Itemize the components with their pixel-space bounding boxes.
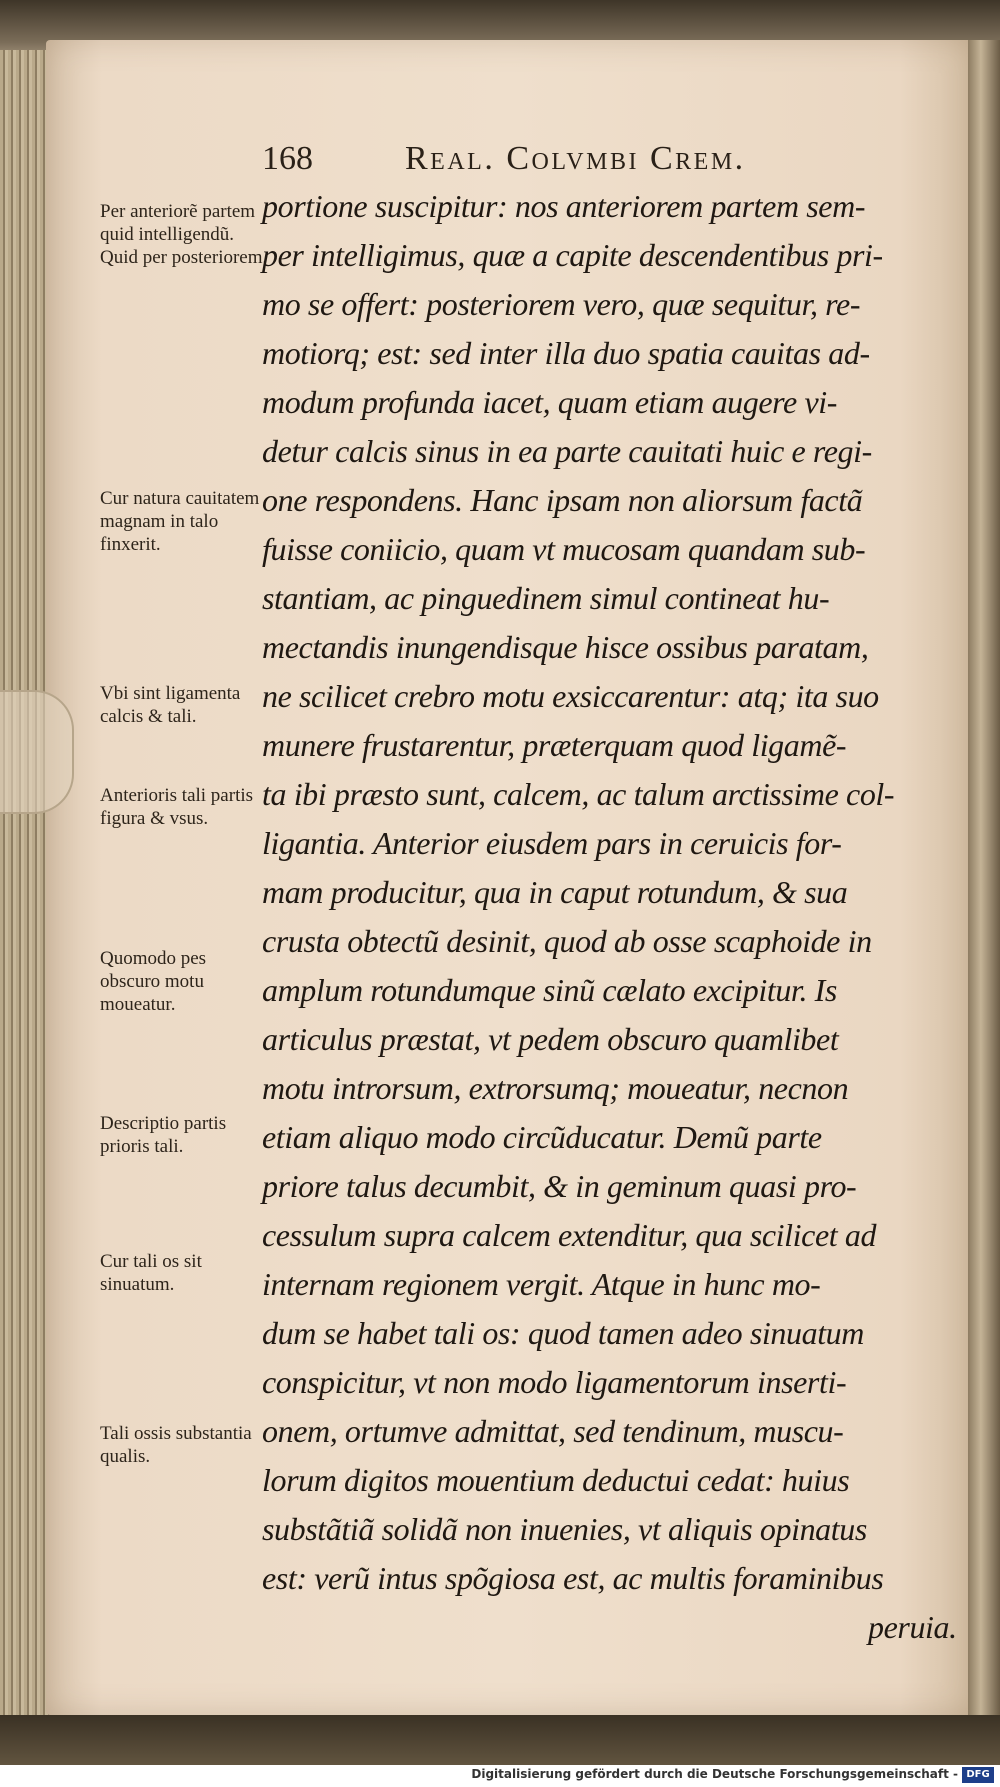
page-number: 168 (262, 140, 313, 177)
text-line-last: peruia. (868, 1609, 957, 1645)
margin-note: Tali ossis substantia qualis. (100, 1423, 252, 1467)
text-line: internam regionem vergit. Atque in hunc mo- (262, 1266, 821, 1302)
book-edge-left (0, 50, 50, 1730)
digitization-credit: Digitalisierung gefördert durch die Deutsche Forschungsgemeinschaft - (471, 1767, 958, 1781)
text-line: mectandis inungendisque hisce ossibus paratam, (262, 629, 869, 665)
text-line: substãtiã solidã non inuenies, vt aliquis opinatus (262, 1511, 867, 1547)
text-line: amplum rotundumque sinũ cælato excipitur. Is (262, 972, 837, 1008)
text-line: stantiam, ac pinguedinem simul contineat hu- (262, 580, 830, 616)
text-line: portione suscipitur: nos anteriorem partem sem- (262, 188, 866, 224)
margin-note: Vbi sint ligamenta calcis & tali. (100, 683, 241, 727)
running-title: Real. Colvmbi Crem. (405, 140, 746, 177)
page-tab-marker (0, 690, 74, 814)
text-line: motiorq; est: sed inter illa duo spatia cauitas ad- (262, 335, 870, 371)
text-line: conspicitur, vt non modo ligamentorum inserti- (262, 1364, 847, 1400)
margin-note: Cur natura cauitatem magnam in talo finxerit. (100, 488, 260, 555)
text-line: mam producitur, qua in caput rotundum, & sua (262, 874, 848, 910)
text-line: ta ibi præsto sunt, calcem, ac talum arctissime col- (262, 776, 895, 812)
text-line: ne scilicet crebro motu exsiccarentur: atq; ita suo (262, 678, 879, 714)
scan-background-bottom (0, 1715, 1000, 1765)
page-header (0, 140, 1000, 192)
text-line: dum se habet tali os: quod tamen adeo sinuatum (262, 1315, 864, 1351)
text-line: modum profunda iacet, quam etiam augere vi- (262, 384, 837, 420)
margin-note: Descriptio partis prioris tali. (100, 1113, 227, 1157)
text-line: one respondens. Hanc ipsam non aliorsum factã (262, 482, 863, 518)
text-line: mo se offert: posteriorem vero, quæ sequitur, re- (262, 286, 861, 322)
text-line: priore talus decumbit, & in geminum quasi pro- (262, 1168, 857, 1204)
text-line: articulus præstat, vt pedem obscuro quamlibet (262, 1021, 839, 1057)
text-line: cessulum supra calcem extenditur, qua scilicet ad (262, 1217, 877, 1253)
text-line: crusta obtectũ desinit, quod ab osse scaphoide in (262, 923, 872, 959)
text-line: lorum digitos mouentium deductui cedat: huius (262, 1462, 850, 1498)
margin-note: Quomodo pes obscuro motu moueatur. (100, 948, 207, 1015)
text-line: per intelligimus, quæ a capite descendentibus pri- (262, 237, 883, 273)
text-line: detur calcis sinus in ea parte cauitati huic e regi- (262, 433, 872, 469)
text-line: munere frustarentur, præterquam quod ligamẽ- (262, 727, 847, 763)
dfg-logo: DFG (962, 1767, 994, 1783)
book-edge-right (968, 40, 1000, 1720)
text-line: ligantia. Anterior eiusdem pars in ceruicis for- (262, 825, 842, 861)
text-line: motu introrsum, extrorsumq; moueatur, necnon (262, 1070, 849, 1106)
margin-note: Per anteriorẽ partem quid intelligendũ. Quid per posteriorem. (100, 201, 268, 268)
text-line: est: verũ intus spõgiosa est, ac multis foraminibus (262, 1560, 884, 1596)
margin-note: Anterioris tali partis figura & vsus. (100, 785, 254, 829)
margin-note: Cur tali os sit sinuatum. (100, 1251, 202, 1295)
text-line: etiam aliquo modo circũducatur. Demũ parte (262, 1119, 822, 1155)
text-line: onem, ortumve admittat, sed tendinum, muscu- (262, 1413, 844, 1449)
text-line: fuisse coniicio, quam vt mucosam quandam sub- (262, 531, 866, 567)
